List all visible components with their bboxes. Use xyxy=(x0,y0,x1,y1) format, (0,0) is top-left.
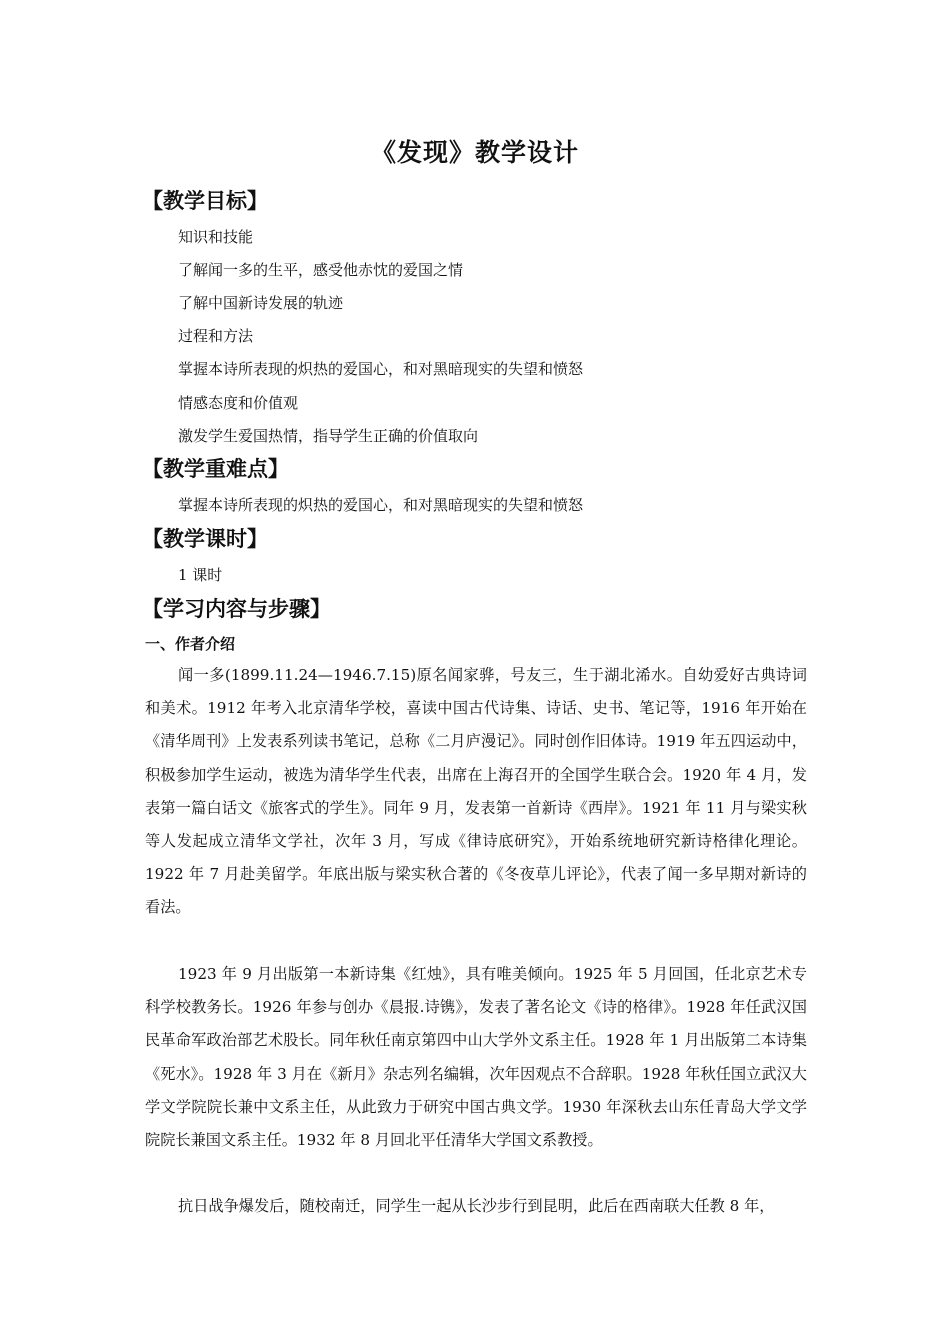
subheading-author-intro: 一、作者介绍 xyxy=(145,635,236,653)
objective-item: 了解闻一多的生平，感受他赤忱的爱国之情 xyxy=(178,261,464,279)
document-title: 《发现》教学设计 xyxy=(370,138,579,167)
heading-objectives: 【教学目标】 xyxy=(142,189,268,213)
paragraph: 1923 年 9 月出版第一本新诗集《红烛》，具有唯美倾向。1925 年 5 月回国，任北京艺术专科学校教务长。1926 年参与创办《晨报.诗镌》，发表了著名论文《诗的格律》。1928 年任武汉国民革命军政治部艺术股长。同年秋任南京第四中山大学外文系主任。1928 年 1 月出版第二本诗集《死水》。1928 年 3 月在《新月》杂志列名编辑，次年因观点不合辞职。1928 年秋任国立武汉大学文学院院长兼中文系主任，从此致力于研究中国古典文学。1930 年深秋去山东任青岛大学文学院院长兼国文系主任。1932 年 8 月回北平任清华大学国文系教授。 xyxy=(145,965,807,1150)
hours-item: 1 课时 xyxy=(178,566,223,584)
objective-item: 情感态度和价值观 xyxy=(178,394,299,412)
objective-item: 过程和方法 xyxy=(178,327,254,345)
key-point-item: 掌握本诗所表现的炽热的爱国心，和对黑暗现实的失望和愤怒 xyxy=(178,496,584,514)
objective-item: 掌握本诗所表现的炽热的爱国心，和对黑暗现实的失望和愤怒 xyxy=(178,360,584,378)
heading-content: 【学习内容与步骤】 xyxy=(142,597,331,621)
objective-item: 了解中国新诗发展的轨迹 xyxy=(178,294,344,312)
paragraph: 闻一多(1899.11.24—1946.7.15)原名闻家骅，号友三，生于湖北浠水。自幼爱好古典诗词和美术。1912 年考入北京清华学校，喜读中国古代诗集、诗话、史书、笔记等，1916 年开始在《清华周刊》上发表系列读书笔记，总称《二月庐漫记》。同时创作旧体诗。1919 年五四运动中，积极参加学生运动，被选为清华学生代表，出席在上海召开的全国学生联合会。1920 年 4 月，发表第一篇白话文《旅客式的学生》。同年 9 月，发表第一首新诗《西岸》。1921 年 11 月与梁实秋等人发起成立清华文学社，次年 3 月，写成《律诗底研究》，开始系统地研究新诗格律化理论。1922 年 7 月赴美留学。年底出版与梁实秋合著的《冬夜草儿评论》，代表了闻一多早期对新诗的看法。 xyxy=(145,666,807,917)
objective-item: 知识和技能 xyxy=(178,228,254,246)
heading-hours: 【教学课时】 xyxy=(142,527,268,551)
heading-key-points: 【教学重难点】 xyxy=(142,457,289,481)
paragraph: 抗日战争爆发后，随校南迁，同学生一起从长沙步行到昆明，此后在西南联大任教 8 年， xyxy=(178,1197,775,1215)
objective-item: 激发学生爱国热情，指导学生正确的价值取向 xyxy=(178,427,479,445)
